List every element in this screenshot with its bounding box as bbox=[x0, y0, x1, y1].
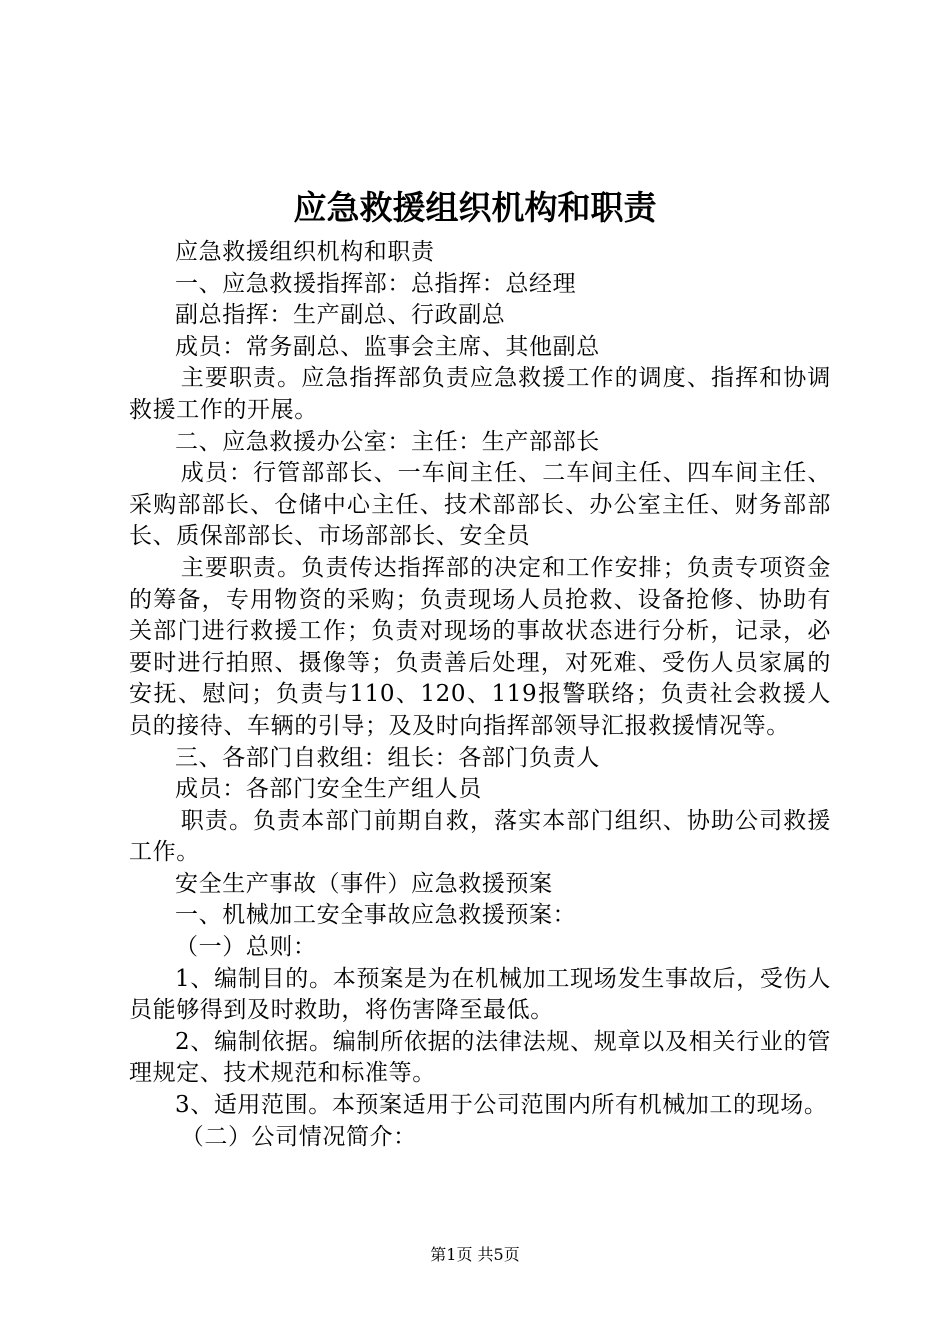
document-body bbox=[129, 237, 831, 1153]
paragraph: 成员：常务副总、监事会主席、其他副总 bbox=[175, 333, 600, 360]
paragraph: 职责。负责本部门前期自救，落实本部门组织、协助公司救援工作。 bbox=[129, 807, 831, 866]
document-title: 应急救援组织机构和职责 bbox=[293, 188, 657, 227]
paragraph: 主要职责。负责传达指挥部的决定和工作安排；负责专项资金的筹备，专用物资的采购；负责现场人员抢救、设备抢修、协助有关部门进行救援工作；负责对现场的事故状态进行分析，记录，必要时进行拍照、摄像等；负责善后处理，对死难、受伤人员家属的安抚、慰问；负责与110、120、119报警联络；负责社会救援人员的接待、车辆的引导；及及时向指挥部领导汇报救援情况等。 bbox=[129, 554, 831, 739]
paragraph: 一、应急救援指挥部：总指挥：总经理 bbox=[175, 270, 577, 297]
paragraph: 1、编制目的。本预案是为在机械加工现场发生事故后，受伤人员能够得到及时救助，将伤害降至最低。 bbox=[129, 965, 831, 1024]
paragraph: （一）总则： bbox=[175, 934, 317, 961]
page-footer: 第1页 共5页 bbox=[430, 1245, 520, 1264]
paragraph: 副总指挥：生产副总、行政副总 bbox=[175, 302, 506, 329]
paragraph: 应急救援组织机构和职责 bbox=[175, 239, 435, 265]
paragraph: 成员：行管部部长、一车间主任、二车间主任、四车间主任、采购部部长、仓储中心主任、技术部部长、办公室主任、财务部部长、质保部部长、市场部部长、安全员 bbox=[129, 460, 831, 550]
paragraph: 安全生产事故（事件）应急救援预案 bbox=[175, 870, 553, 897]
paragraph: （二）公司情况简介： bbox=[180, 1123, 417, 1150]
paragraph: 三、各部门自救组：组长：各部门负责人 bbox=[175, 744, 600, 771]
paragraph: 成员：各部门安全生产组人员 bbox=[175, 776, 482, 803]
paragraph: 2、编制依据。编制所依据的法律法规、规章以及相关行业的管理规定、技术规范和标准等。 bbox=[129, 1028, 831, 1087]
paragraph: 3、适用范围。本预案适用于公司范围内所有机械加工的现场。 bbox=[175, 1092, 828, 1119]
paragraph: 主要职责。应急指挥部负责应急救援工作的调度、指挥和协调救援工作的开展。 bbox=[129, 365, 831, 423]
paragraph: 一、机械加工安全事故应急救援预案： bbox=[175, 902, 577, 929]
paragraph: 二、应急救援办公室：主任：生产部部长 bbox=[175, 428, 600, 455]
